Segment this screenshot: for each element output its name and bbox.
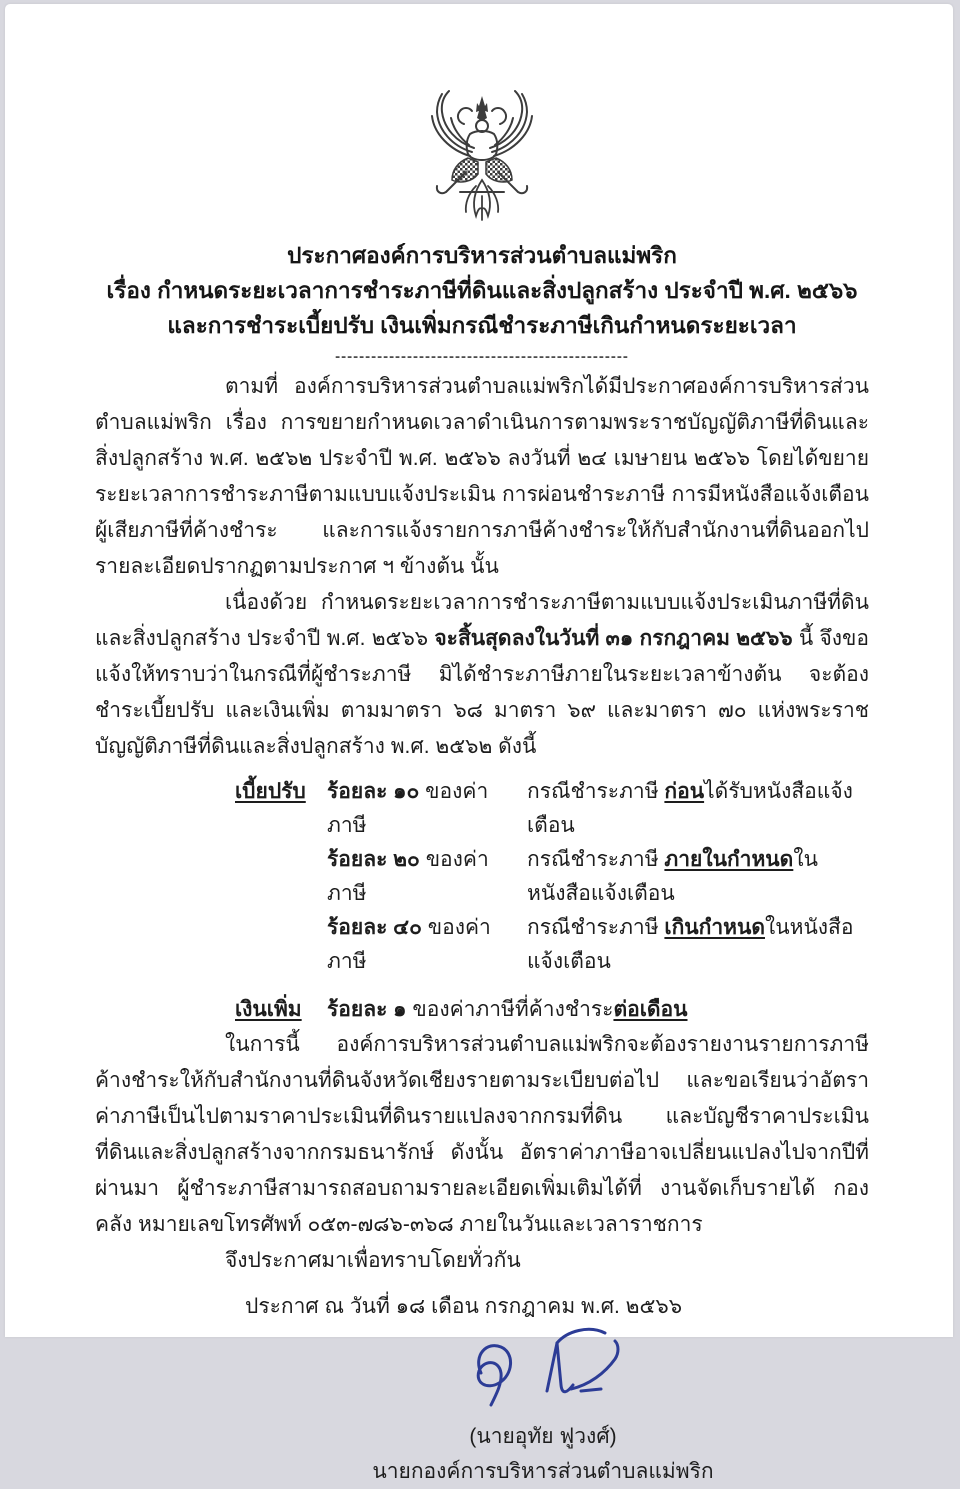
surcharge-rate: ร้อยละ ๑ bbox=[327, 998, 407, 1021]
emblem-container bbox=[95, 4, 869, 224]
signer-position: นายกองค์การบริหารส่วนตำบลแม่พริก bbox=[372, 1460, 714, 1483]
penalty-of-2: ของค่าภาษี bbox=[327, 848, 489, 905]
document-page bbox=[5, 4, 953, 1483]
penalty-case-post-2: ในหนังสือแจ้งเตือน bbox=[527, 848, 818, 905]
surcharge-text bbox=[327, 993, 869, 1027]
penalty-case-key-1: ก่อน bbox=[664, 780, 705, 803]
penalty-case-post-3: ในหนังสือแจ้งเตือน bbox=[527, 916, 854, 973]
penalty-case-post-1: ได้รับหนังสือแจ้งเตือน bbox=[527, 780, 853, 837]
paragraph-background: ตามที่ องค์การบริหารส่วนตำบลแม่พริกได้มีประกาศองค์การบริหารส่วนตำบลแม่พริก เรื่อง การขยายกำหนดเวลาดำเนินการตามพระราชบัญญัติภาษีที่ดินและสิ่งปลูกสร้าง พ.ศ. ๒๕๖๒ ประจำปี พ.ศ. ๒๕๖๖ ลงวันที่ ๒๔ เมษายน ๒๕๖๖ โดยได้ขยายระยะเวลาการชำระภาษีตามแบบแจ้งประเมิน การผ่อนชำระภาษี การมีหนังสือแจ้งเตือนผู้เสียภาษีที่ค้างชำระ และการแจ้งรายการภาษีค้างชำระให้กับสำนักงานที่ดินออกไป รายละเอียดปรากฏตามประกาศ ฯ ข้างต้น นั้น bbox=[95, 375, 870, 578]
penalty-case-pre-2: กรณีชำระภาษี bbox=[527, 848, 665, 871]
penalty-case-pre-1: กรณีชำระภาษี bbox=[527, 780, 665, 803]
surcharge-label: เงินเพิ่ม bbox=[235, 998, 302, 1021]
signer-name: (นายอุทัย ฟูวงศ์) bbox=[469, 1425, 617, 1448]
penalty-row-1-rate bbox=[327, 775, 527, 843]
signature-block bbox=[323, 1327, 763, 1489]
document-title-line3: และการชำระเบี้ยปรับ เงินเพิ่มกรณีชำระภาษีเกินกำหนดระยะเวลา bbox=[167, 313, 797, 338]
penalty-spacer-2 bbox=[235, 843, 327, 911]
closing-line: จึงประกาศมาเพื่อทราบโดยทั่วกัน bbox=[225, 1249, 521, 1272]
document-title-line1: ประกาศองค์การบริหารส่วนตำบลแม่พริก bbox=[287, 243, 677, 268]
penalty-rate-3: ร้อยละ ๔๐ bbox=[327, 916, 422, 939]
surcharge-text-key: ต่อเดือน bbox=[613, 998, 688, 1021]
deadline-date-bold: จะสิ้นสุดลงในวันที่ ๓๑ กรกฎาคม ๒๕๖๖ bbox=[434, 627, 793, 650]
signature-handwriting-icon bbox=[443, 1327, 643, 1419]
penalty-of-1: ของค่าภาษี bbox=[327, 780, 489, 837]
penalty-case-key-2: ภายในกำหนด bbox=[664, 848, 794, 871]
document-title-line2: เรื่อง กำหนดระยะเวลาการชำระภาษีที่ดินและสิ่งปลูกสร้าง ประจำปี พ.ศ. ๒๕๖๖ bbox=[106, 278, 858, 303]
penalty-row-3-rate bbox=[327, 911, 527, 979]
penalty-row-1-case bbox=[527, 775, 869, 843]
penalty-of-3: ของค่าภาษี bbox=[327, 916, 491, 973]
penalty-spacer-3 bbox=[235, 911, 327, 979]
penalty-case-pre-3: กรณีชำระภาษี bbox=[527, 916, 665, 939]
surcharge-row bbox=[235, 993, 869, 1027]
surcharge-text-pre: ของค่าภาษีที่ค้างชำระ bbox=[412, 998, 614, 1021]
penalty-rate-2: ร้อยละ ๒๐ bbox=[327, 848, 420, 871]
paragraph-deadline-pre: เนื่องด้วย กำหนดระยะเวลาการชำระภาษีตามแบบแจ้งประเมินภาษีที่ดินและสิ่งปลูกสร้าง ประจำปี พ.ศ. ๒๕๖๖ bbox=[95, 591, 869, 650]
announcement-document bbox=[5, 4, 953, 1483]
penalty-label: เบี้ยปรับ bbox=[235, 780, 306, 803]
penalty-table bbox=[235, 775, 869, 979]
paragraph-deadline-post: นี้ จึงขอแจ้งให้ทราบว่าในกรณีที่ผู้ชำระภาษี มิได้ชำระภาษีภายในระยะเวลาข้างต้น จะต้องชำระเบี้ยปรับ และเงินเพิ่ม ตามมาตรา ๖๘ มาตรา ๖๙ และมาตรา ๗๐ แห่งพระราชบัญญัติภาษีที่ดินและสิ่งปลูกสร้าง พ.ศ. ๒๕๖๒ ดังนี้ bbox=[95, 627, 869, 758]
penalty-rate-1: ร้อยละ ๑๐ bbox=[327, 780, 420, 803]
penalty-case-key-3: เกินกำหนด bbox=[664, 916, 765, 939]
penalty-row-2-rate bbox=[327, 843, 527, 911]
paragraph-deadline bbox=[95, 585, 869, 765]
paragraph-contact: ในการนี้ องค์การบริหารส่วนตำบลแม่พริกจะต้องรายงานรายการภาษีค้างชำระให้กับสำนักงานที่ดินจังหวัดเชียงรายตามระเบียบต่อไป และขอเรียนว่าอัตราค่าภาษีเป็นไปตามราคาประเมินที่ดินรายแปลงจากกรมที่ดิน และบัญชีราคาประเมินที่ดินและสิ่งปลูกสร้างจากกรมธนารักษ์ ดังนั้น อัตราค่าภาษีอาจเปลี่ยนแปลงไปจากปีที่ผ่านมา ผู้ชำระภาษีสามารถสอบถามรายละเอียดเพิ่มเติมได้ที่ งานจัดเก็บรายได้ กองคลัง หมายเลขโทรศัพท์ ๐๕๓-๗๘๖-๓๖๘ ภายในวันและเวลาราชการ bbox=[95, 1033, 869, 1236]
garuda-emblem-icon bbox=[420, 88, 544, 224]
penalty-row-2-case bbox=[527, 843, 869, 911]
penalty-row-3-case bbox=[527, 911, 869, 979]
title-divider: ------------------------------------------------- bbox=[335, 348, 629, 365]
issued-date-line: ประกาศ ณ วันที่ ๑๘ เดือน กรกฎาคม พ.ศ. ๒๕๖๖ bbox=[245, 1295, 683, 1318]
